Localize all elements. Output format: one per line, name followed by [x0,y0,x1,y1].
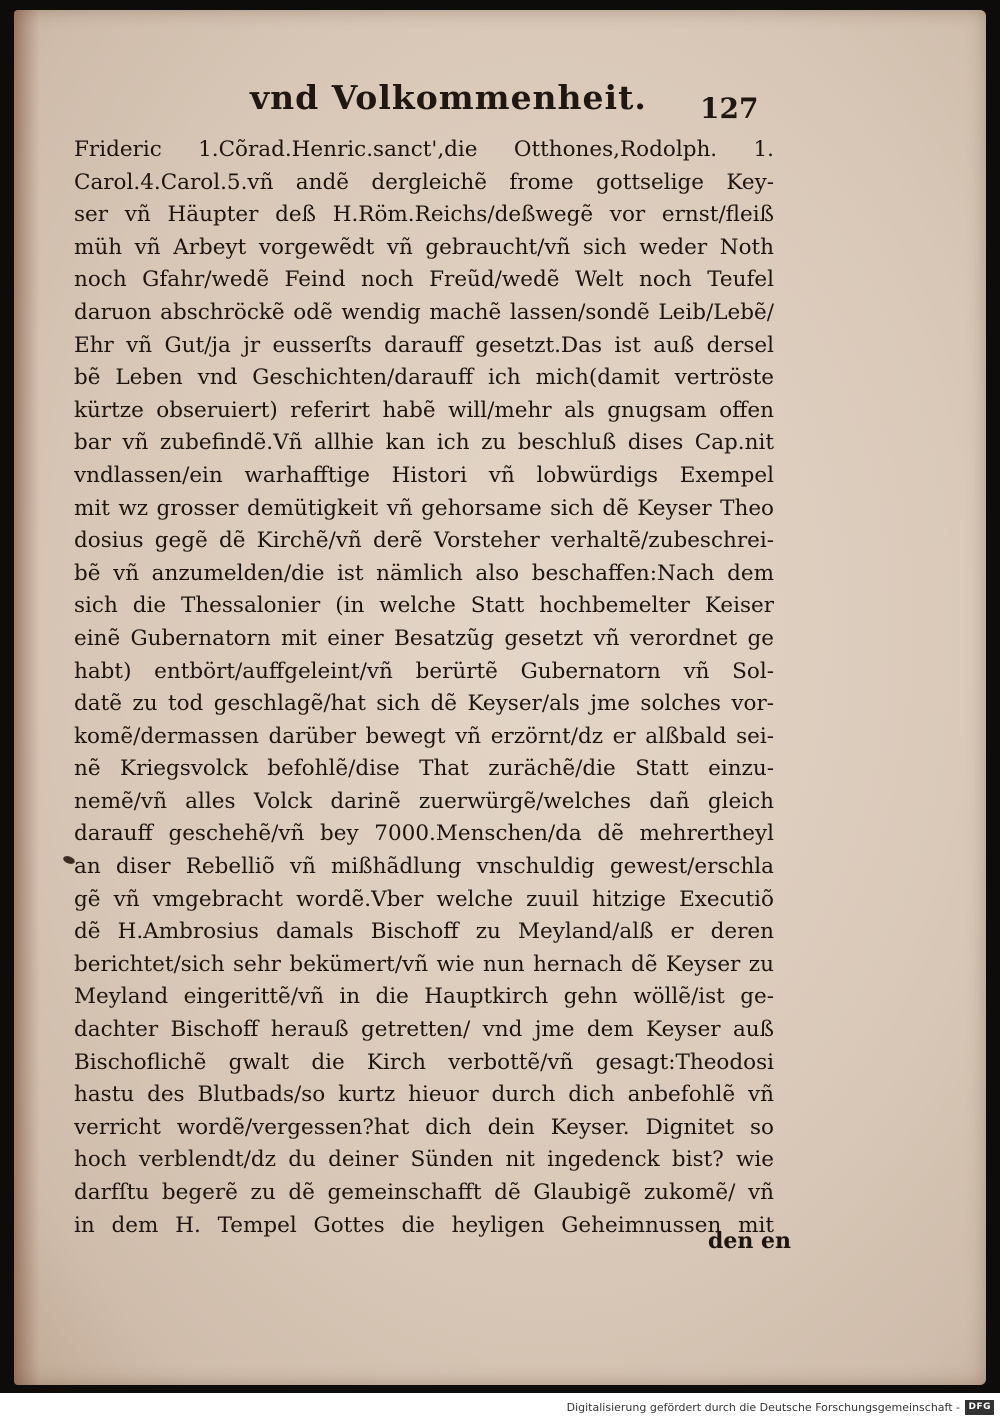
body-text [74,134,774,1242]
text-line: daruon abschröckẽ odẽ wendig machẽ lassen/sondẽ Leib/Lebẽ/ [74,299,774,325]
text-line: berichtet/sich sehr bekümert/vñ wie nun hernach dẽ Keyser zu [74,951,774,977]
text-line: mit wz grosser demütigkeit vñ gehorsame sich dẽ Keyser Theo [74,495,774,521]
text-line: in dem H. Tempel Gottes die heyligen Geheimnussen mit [74,1212,774,1238]
page-number: 127 [700,92,759,125]
text-line: darfſtu begerẽ zu dẽ gemeinschafft dẽ Glaubigẽ zukomẽ/ vñ [74,1180,774,1205]
text-line: hastu des Blutbads/so kurtz hieuor durch dich anbefohlẽ vñ [74,1082,774,1108]
text-line: an diser Rebelliõ vñ mißhãdlung vnschuldig gewest/erschla [74,854,774,880]
text-line: ser vñ Häupter deß H.Röm.Reichs/deßwegẽ vor ernst/fleiß [74,202,774,228]
text-line: müh vñ Arbeyt vorgewẽdt vñ gebraucht/vñ sich weder Noth [74,234,774,260]
text-line: einẽ Gubernatorn mit einer Besatzũg gesetzt vñ verordnet ge [74,625,774,651]
text-line: verricht wordẽ/vergessen?hat dich dein Keyser. Dignitet so [74,1114,774,1140]
text-line: hoch verblendt/dz du deiner Sünden nit ingedenck bist? wie [74,1147,774,1173]
text-line: dachter Bischoff herauß getretten/ vnd jme dem Keyser auß [74,1017,774,1043]
text-line: bar vñ zubefindẽ.Vñ allhie kan ich zu beschluß dises Cap.nit [74,430,774,456]
running-head: vnd Volkommenheit. [250,78,647,117]
dfg-logo-icon: DFG [965,1400,994,1415]
page-gutter-shadow [14,10,40,1385]
text-line: datẽ zu tod geschlagẽ/hat sich dẽ Keyser/als jme solches vor- [74,691,774,717]
text-line: Carol.4.Carol.5.vñ andẽ dergleichẽ frome gottselige Key- [74,169,774,195]
text-line: Meyland eingerittẽ/vñ in die Hauptkirch gehn wöllẽ/ist ge- [74,984,774,1010]
text-line: bẽ Leben vnd Geschichten/darauff ich mich(damit vertröste [74,365,774,391]
footer-bar [0,1393,1000,1423]
text-line: vndlassen/ein warhafftige Histori vñ lobwürdigs Exempel [74,462,774,488]
text-line: kürtze obseruiert) referirt habẽ will/mehr als gnugsam offen [74,397,774,423]
text-line: Frideric 1.Cõrad.Henric.sanct',die Otthones,Rodolph. 1. [74,137,774,162]
text-line: nẽ Kriegsvolck befohlẽ/dise That zurächẽ/die Statt einzu- [74,756,774,782]
text-line: komẽ/dermassen darüber bewegt vñ erzörnt/dz er alßbald sei- [74,723,774,749]
funding-credit: Digitalisierung gefördert durch die Deutsche Forschungsgemeinschaft - [566,1401,960,1414]
text-line: Ehr vñ Gut/ja jr eusserſts darauff gesetzt.Das ist auß dersel [74,332,774,358]
text-line: gẽ vñ vmgebracht wordẽ.Vber welche zuuil hitzige Executiõ [74,886,774,912]
text-line: noch Gfahr/wedẽ Feind noch Freũd/wedẽ Welt noch Teufel [74,267,774,293]
text-line: bẽ vñ anzumelden/die ist nämlich also beschaffen:Nach dem [74,560,774,586]
text-line: dẽ H.Ambrosius damals Bischoff zu Meyland/alß er deren [74,919,774,945]
text-line: nemẽ/vñ alles Volck darinẽ zuerwürgẽ/welches dañ gleich [74,788,774,814]
text-line: darauff geschehẽ/vñ bey 7000.Menschen/da dẽ mehrertheyl [74,821,774,847]
text-line: habt) entbört/auffgeleint/vñ berürtẽ Gubernatorn vñ Sol- [74,658,774,684]
text-line: dosius gegẽ dẽ Kirchẽ/vñ derẽ Vorsteher verhaltẽ/zubeschrei- [74,528,774,554]
catchword: den en [708,1228,792,1254]
text-line: sich die Thessalonier (in welche Statt hochbemelter Keiser [74,593,774,619]
text-line: Bischoflichẽ gwalt die Kirch verbottẽ/vñ gesagt:Theodosi [74,1049,774,1075]
